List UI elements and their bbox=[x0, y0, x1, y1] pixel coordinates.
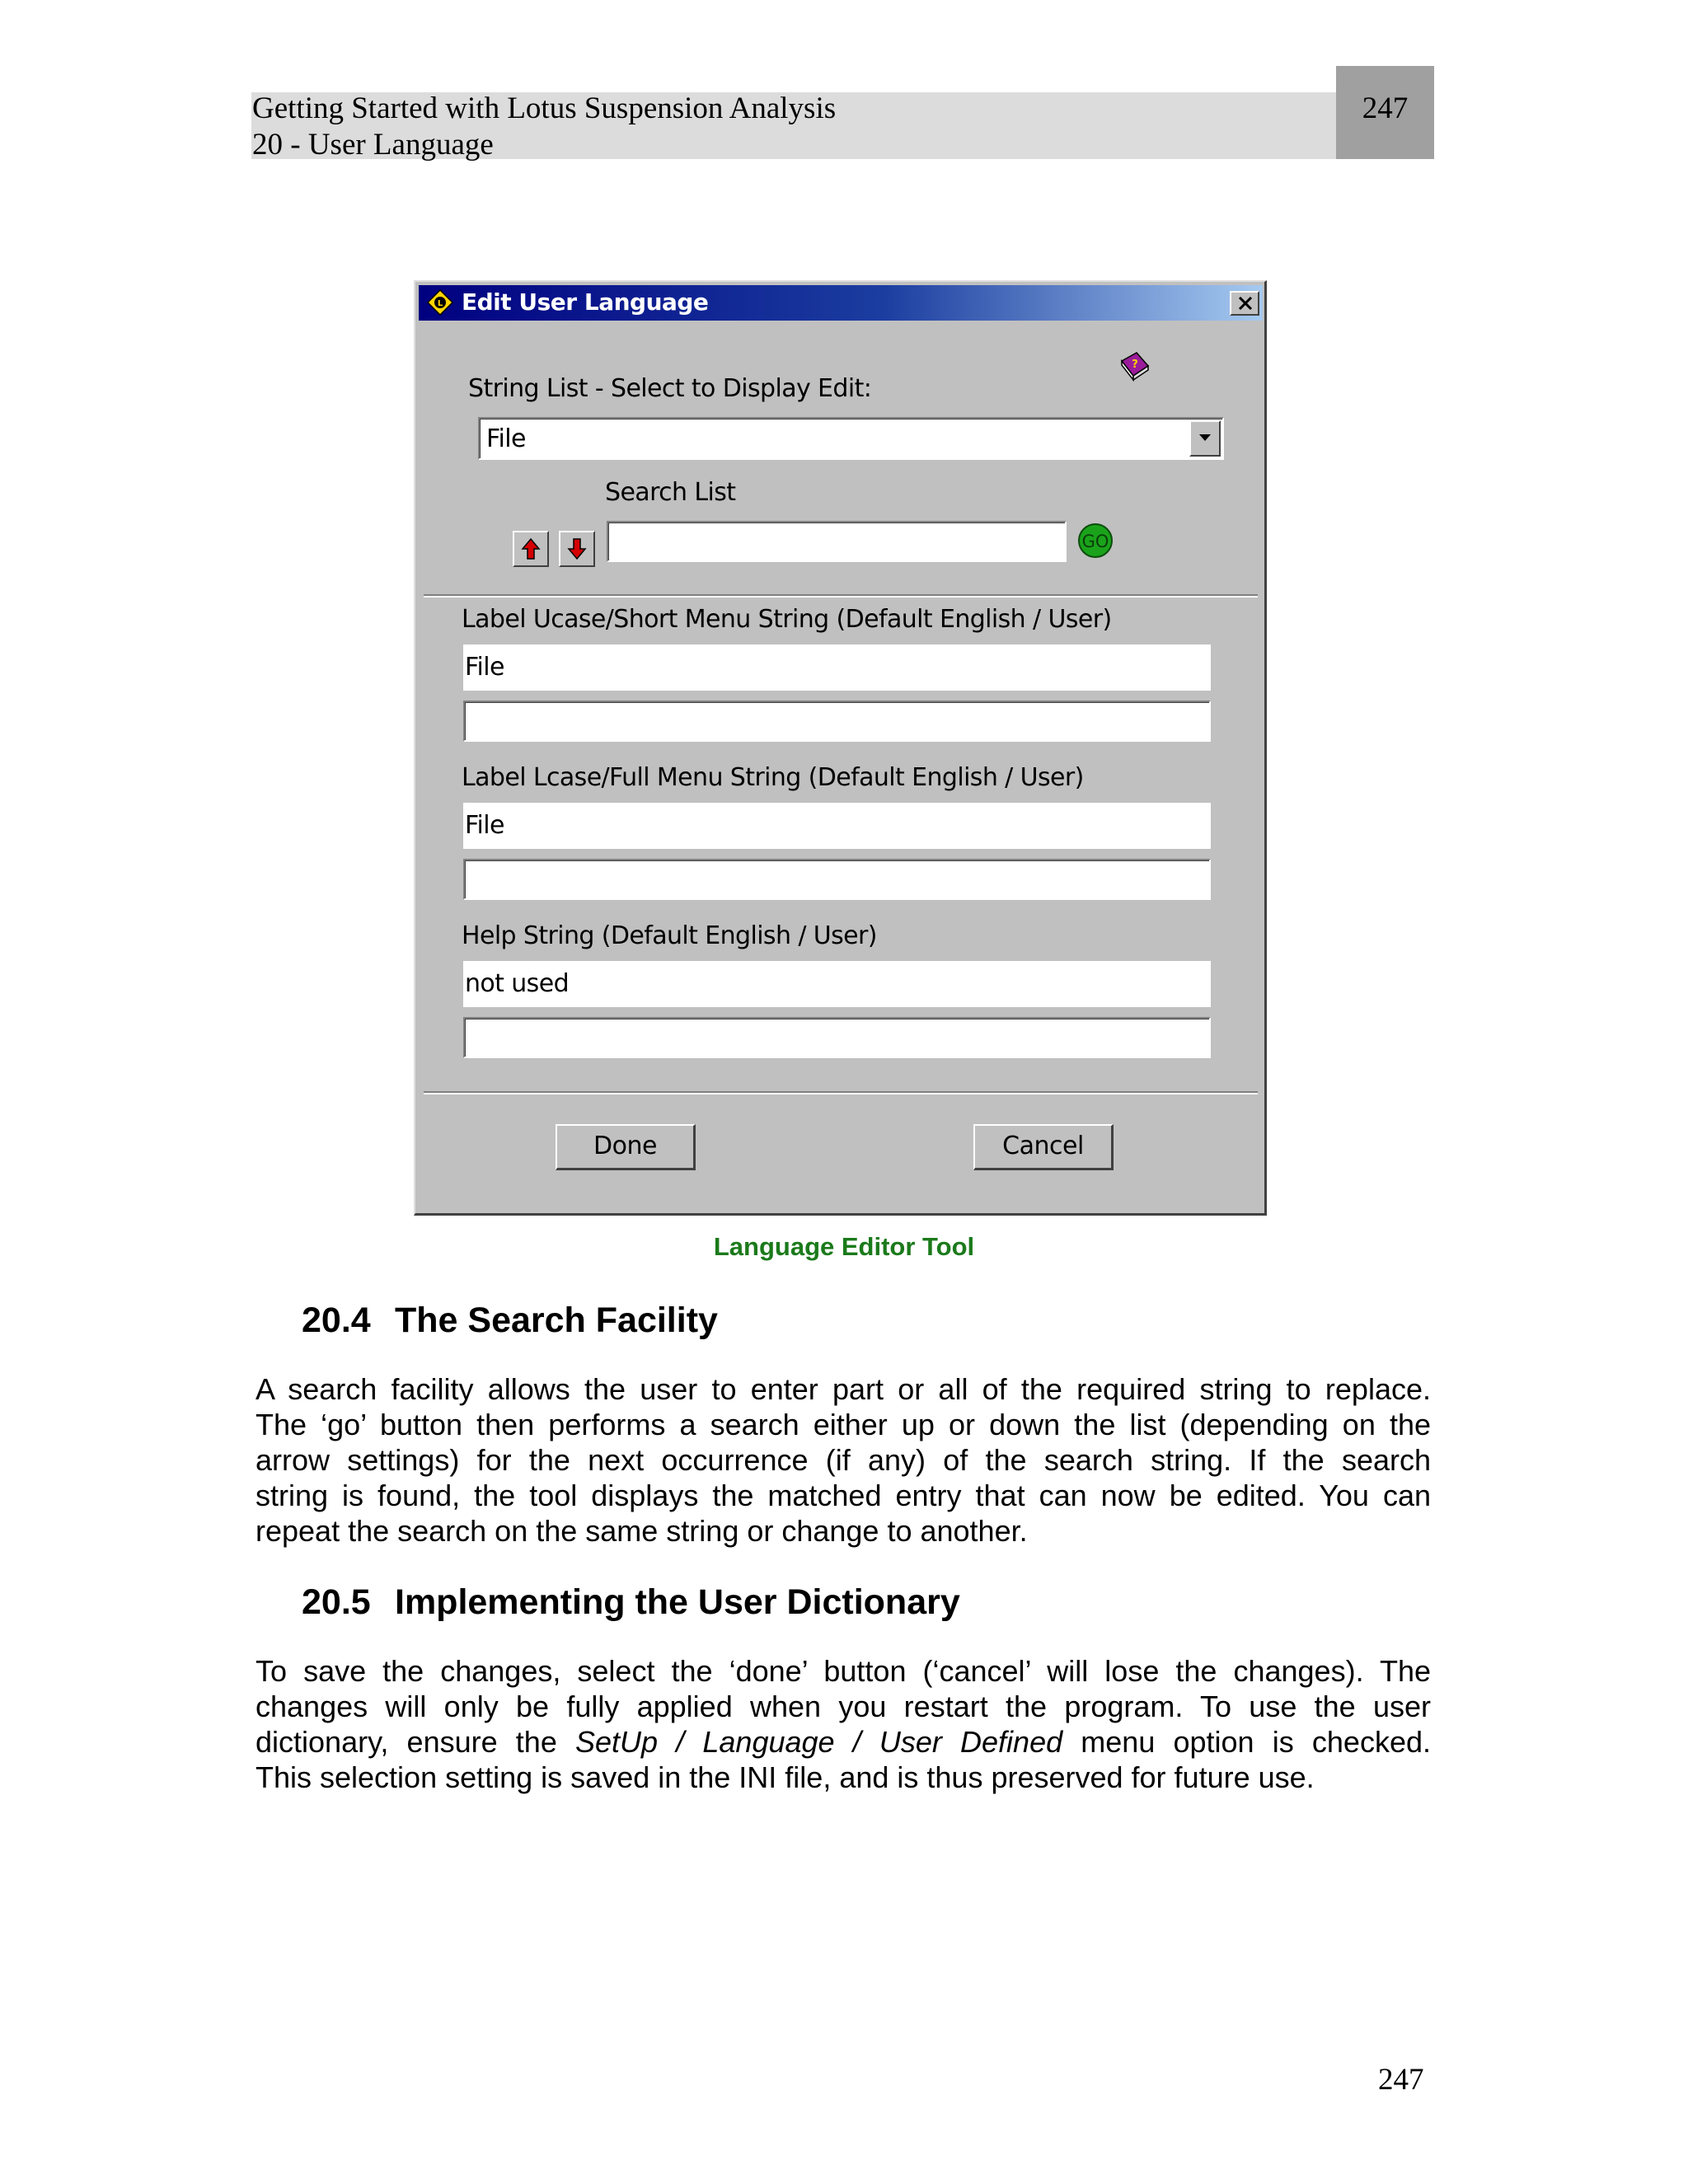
full-menu-default-value: File bbox=[465, 811, 504, 840]
close-icon bbox=[1238, 297, 1253, 310]
header-title: Getting Started with Lotus Suspension Analysis bbox=[252, 91, 837, 125]
menu-path-italic: SetUp / Language / User Defined bbox=[575, 1725, 1063, 1759]
paragraph-line: This selection setting is saved in the INI file, and is thus preserved for future use. bbox=[256, 1760, 1315, 1794]
go-button-label: GO bbox=[1081, 532, 1109, 551]
paragraph-line: The ‘go’ button then performs a search either up or down the list (depending on the bbox=[256, 1408, 1431, 1441]
dialog-title: Edit User Language bbox=[462, 288, 709, 316]
paragraph-line bbox=[256, 1724, 1431, 1760]
search-up-button[interactable] bbox=[513, 531, 549, 567]
paragraph-search-facility bbox=[256, 1371, 1431, 1549]
go-button[interactable] bbox=[1077, 523, 1114, 559]
string-list-dropdown[interactable] bbox=[478, 417, 1224, 460]
lotus-app-icon bbox=[427, 289, 453, 316]
help-string-label: Help String (Default English / User) bbox=[462, 921, 877, 950]
figure-caption: Language Editor Tool bbox=[713, 1232, 975, 1261]
footer-page-number: 247 bbox=[1378, 2063, 1424, 2097]
header-section: 20 - User Language bbox=[252, 128, 494, 162]
cancel-button[interactable]: Cancel bbox=[973, 1124, 1114, 1170]
full-menu-user-input[interactable] bbox=[463, 859, 1211, 900]
short-menu-label: Label Ucase/Short Menu String (Default English / User) bbox=[462, 605, 1112, 634]
paragraph-line: To save the changes, select the ‘done’ button (‘cancel’ will lose the changes). The bbox=[256, 1654, 1431, 1688]
search-input[interactable] bbox=[607, 521, 1067, 562]
section-number: 20.5 bbox=[302, 1582, 371, 1622]
divider-top bbox=[424, 594, 1258, 598]
paragraph-user-dictionary bbox=[256, 1653, 1431, 1795]
arrow-down-icon bbox=[567, 537, 587, 560]
paragraph-line: arrow settings) for the next occurrence (if any) of the search string. If the search bbox=[256, 1443, 1431, 1477]
help-string-user-input[interactable] bbox=[463, 1017, 1211, 1058]
string-list-value: File bbox=[486, 424, 526, 453]
full-menu-label: Label Lcase/Full Menu String (Default English / User) bbox=[462, 763, 1084, 792]
section-number: 20.4 bbox=[302, 1301, 371, 1340]
short-menu-default-value: File bbox=[465, 653, 504, 682]
section-heading-20-5 bbox=[302, 1581, 960, 1624]
done-button[interactable]: Done bbox=[556, 1124, 696, 1170]
svg-text:L: L bbox=[437, 299, 443, 308]
divider-bottom bbox=[424, 1091, 1258, 1094]
line-end: menu option is checked. bbox=[1062, 1725, 1431, 1759]
paragraph-line: repeat the search on the same string or change to another. bbox=[256, 1514, 1028, 1548]
short-menu-user-input[interactable] bbox=[463, 701, 1211, 742]
string-list-label: String List - Select to Display Edit: bbox=[468, 374, 872, 403]
section-heading-20-4 bbox=[302, 1299, 718, 1342]
search-down-button[interactable] bbox=[559, 531, 595, 567]
close-button[interactable] bbox=[1230, 291, 1259, 316]
help-book-icon[interactable] bbox=[1118, 349, 1151, 382]
section-title: The Search Facility bbox=[395, 1301, 718, 1340]
full-menu-default-field bbox=[463, 803, 1211, 849]
arrow-up-icon bbox=[521, 537, 541, 560]
dropdown-button[interactable] bbox=[1189, 420, 1221, 457]
chevron-down-icon bbox=[1198, 434, 1212, 442]
paragraph-line: changes will only be fully applied when you restart the program. To use the user bbox=[256, 1690, 1431, 1723]
dialog-titlebar[interactable] bbox=[419, 285, 1263, 321]
edit-user-language-dialog bbox=[414, 280, 1267, 1216]
help-string-default-value: not used bbox=[465, 969, 570, 998]
short-menu-default-field bbox=[463, 644, 1211, 691]
help-string-default-field bbox=[463, 961, 1211, 1007]
header-page-number: 247 bbox=[1336, 66, 1434, 159]
paragraph-line: A search facility allows the user to enter part or all of the required string to replace. bbox=[256, 1372, 1431, 1406]
section-title: Implementing the User Dictionary bbox=[395, 1582, 960, 1622]
line-start: dictionary, ensure the bbox=[256, 1725, 575, 1759]
svg-text:?: ? bbox=[1132, 359, 1138, 371]
paragraph-line: string is found, the tool displays the matched entry that can now be edited. You can bbox=[256, 1479, 1431, 1512]
search-list-label: Search List bbox=[605, 478, 736, 507]
